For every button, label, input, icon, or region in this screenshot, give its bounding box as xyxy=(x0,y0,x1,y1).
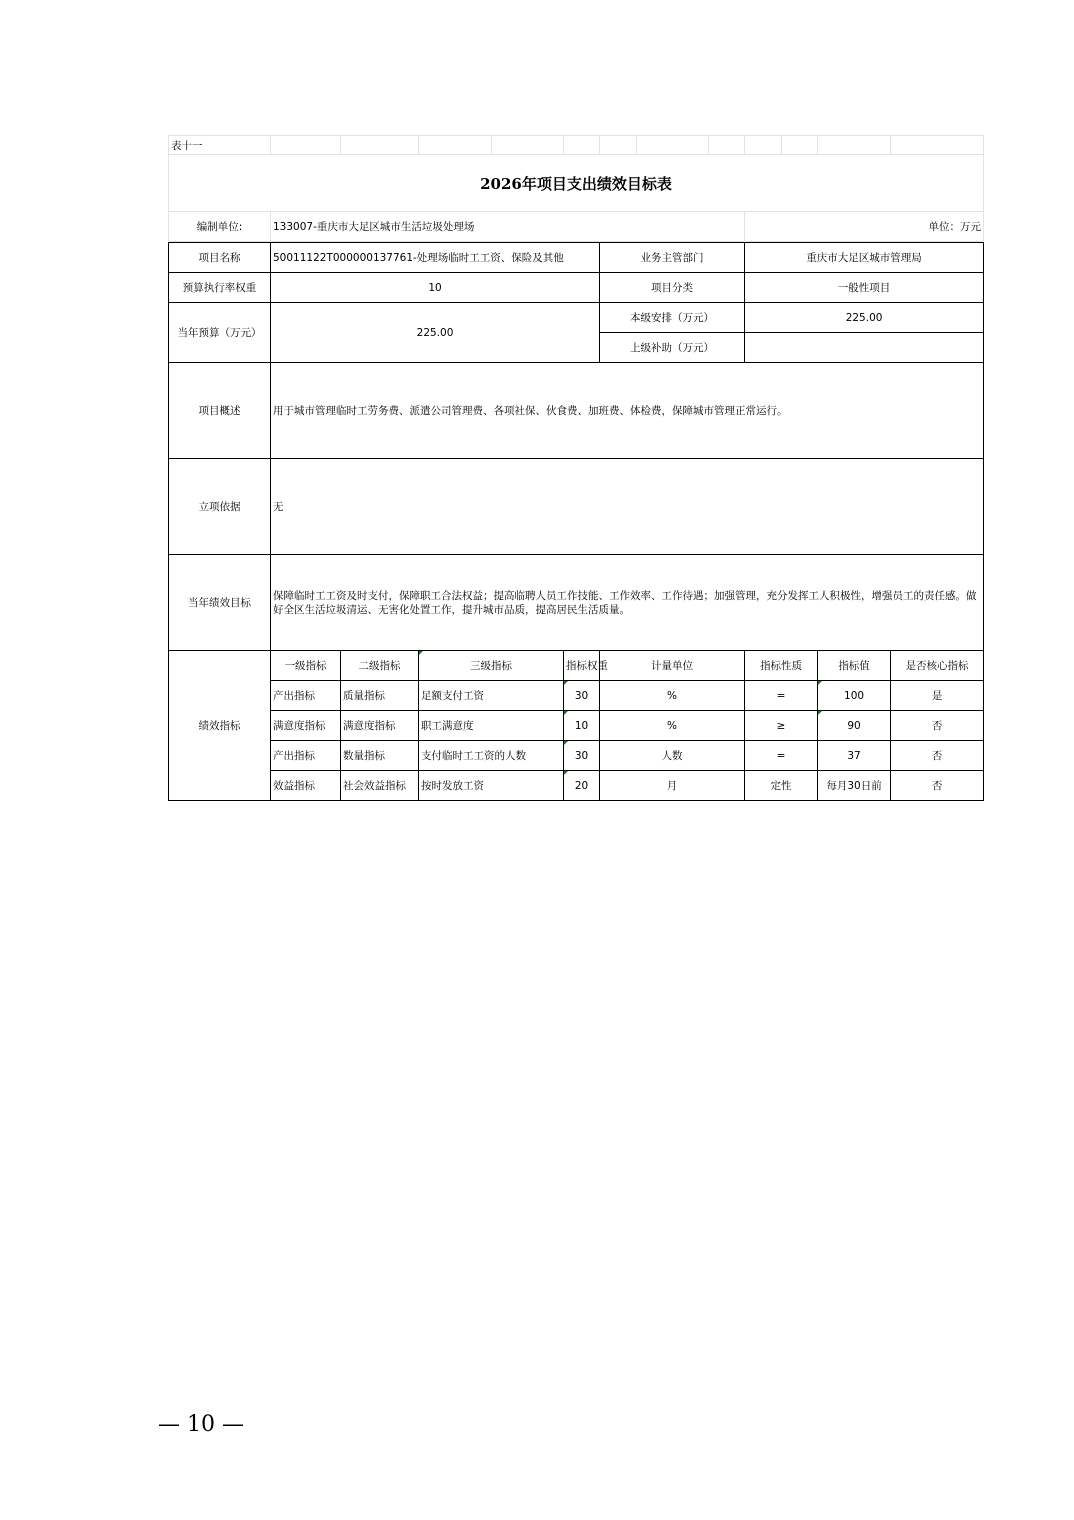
cell-level2: 数量指标 xyxy=(341,741,419,771)
overview-label: 项目概述 xyxy=(169,363,271,459)
cell-level3: 按时发放工资 xyxy=(419,771,564,801)
budget-label: 当年预算（万元） xyxy=(169,303,271,363)
weight-value: 10 xyxy=(271,273,600,303)
cell-nature: = xyxy=(745,681,818,711)
subsidy-value xyxy=(745,333,984,363)
dept-label: 业务主管部门 xyxy=(600,243,745,273)
cell-level3: 支付临时工工资的人数 xyxy=(419,741,564,771)
subsidy-label: 上级补助（万元） xyxy=(600,333,745,363)
goal-label: 当年绩效目标 xyxy=(169,555,271,651)
header-core: 是否核心指标 xyxy=(891,651,984,681)
header-level3: 三级指标 xyxy=(419,651,564,681)
basis-value: 无 xyxy=(271,459,984,555)
page-number: — 10 — xyxy=(158,1412,244,1437)
cell-weight: 30 xyxy=(564,741,600,771)
overview-row xyxy=(169,363,984,459)
cell-unit: 人数 xyxy=(600,741,745,771)
cell-level1: 效益指标 xyxy=(271,771,341,801)
cell-core: 否 xyxy=(891,711,984,741)
compiler-label: 编制单位: xyxy=(169,212,271,242)
cell-value: 100 xyxy=(818,681,891,711)
table-label: 表十一 xyxy=(169,136,271,155)
cell-unit: % xyxy=(600,681,745,711)
category-value: 一般性项目 xyxy=(745,273,984,303)
cell-level2: 质量指标 xyxy=(341,681,419,711)
goal-value: 保障临时工工资及时支付，保障职工合法权益；提高临聘人员工作技能、工作效率、工作待遇；加强管理，充分发挥工人积极性，增强员工的责任感。做好全区生活垃圾清运、无害化处置工作，提升城市品质，提高居民生活质量。 xyxy=(271,555,984,651)
basis-row xyxy=(169,459,984,555)
goal-row xyxy=(169,555,984,651)
cell-weight: 10 xyxy=(564,711,600,741)
category-label: 项目分类 xyxy=(600,273,745,303)
project-name-row xyxy=(169,243,984,273)
cell-level2: 满意度指标 xyxy=(341,711,419,741)
page-title: 2026年项目支出绩效目标表 xyxy=(169,155,984,212)
header-level2: 二级指标 xyxy=(341,651,419,681)
cell-level3: 职工满意度 xyxy=(419,711,564,741)
budget-value: 225.00 xyxy=(271,303,600,363)
table-row xyxy=(169,741,984,771)
header-nature: 指标性质 xyxy=(745,651,818,681)
cell-unit: % xyxy=(600,711,745,741)
performance-target-sheet xyxy=(168,135,983,801)
header-unit: 计量单位 xyxy=(600,651,745,681)
weight-label: 预算执行率权重 xyxy=(169,273,271,303)
cell-value: 37 xyxy=(818,741,891,771)
cell-level1: 满意度指标 xyxy=(271,711,341,741)
table-label-row xyxy=(169,136,984,155)
cell-nature: ≥ xyxy=(745,711,818,741)
local-budget-label: 本级安排（万元） xyxy=(600,303,745,333)
cell-value: 90 xyxy=(818,711,891,741)
indicators-label: 绩效指标 xyxy=(169,651,271,801)
unit-row xyxy=(169,212,984,242)
cell-core: 否 xyxy=(891,771,984,801)
cell-unit: 月 xyxy=(600,771,745,801)
cell-level1: 产出指标 xyxy=(271,741,341,771)
table-row xyxy=(169,771,984,801)
header-value: 指标值 xyxy=(818,651,891,681)
local-budget-value: 225.00 xyxy=(745,303,984,333)
cell-weight: 30 xyxy=(564,681,600,711)
indicator-header-row xyxy=(169,651,984,681)
cell-value: 每月30日前 xyxy=(818,771,891,801)
cell-weight: 20 xyxy=(564,771,600,801)
table-row xyxy=(169,681,984,711)
cell-nature: 定性 xyxy=(745,771,818,801)
cell-nature: = xyxy=(745,741,818,771)
header-weight: 指标权重 xyxy=(564,651,600,681)
compiler-value: 133007-重庆市大足区城市生活垃圾处理场 xyxy=(271,212,745,242)
cell-level2: 社会效益指标 xyxy=(341,771,419,801)
weight-row xyxy=(169,273,984,303)
cell-level3: 足额支付工资 xyxy=(419,681,564,711)
table-row xyxy=(169,711,984,741)
budget-row xyxy=(169,303,984,333)
project-name-label: 项目名称 xyxy=(169,243,271,273)
unit-label: 单位：万元 xyxy=(745,212,984,242)
project-name-value: 50011122T000000137761-处理场临时工工资、保险及其他 xyxy=(271,243,600,273)
cell-core: 是 xyxy=(891,681,984,711)
cell-core: 否 xyxy=(891,741,984,771)
header-level1: 一级指标 xyxy=(271,651,341,681)
dept-value: 重庆市大足区城市管理局 xyxy=(745,243,984,273)
basis-label: 立项依据 xyxy=(169,459,271,555)
cell-level1: 产出指标 xyxy=(271,681,341,711)
overview-value: 用于城市管理临时工劳务费、派遣公司管理费、各项社保、伙食费、加班费、体检费，保障城市管理正常运行。 xyxy=(271,363,984,459)
